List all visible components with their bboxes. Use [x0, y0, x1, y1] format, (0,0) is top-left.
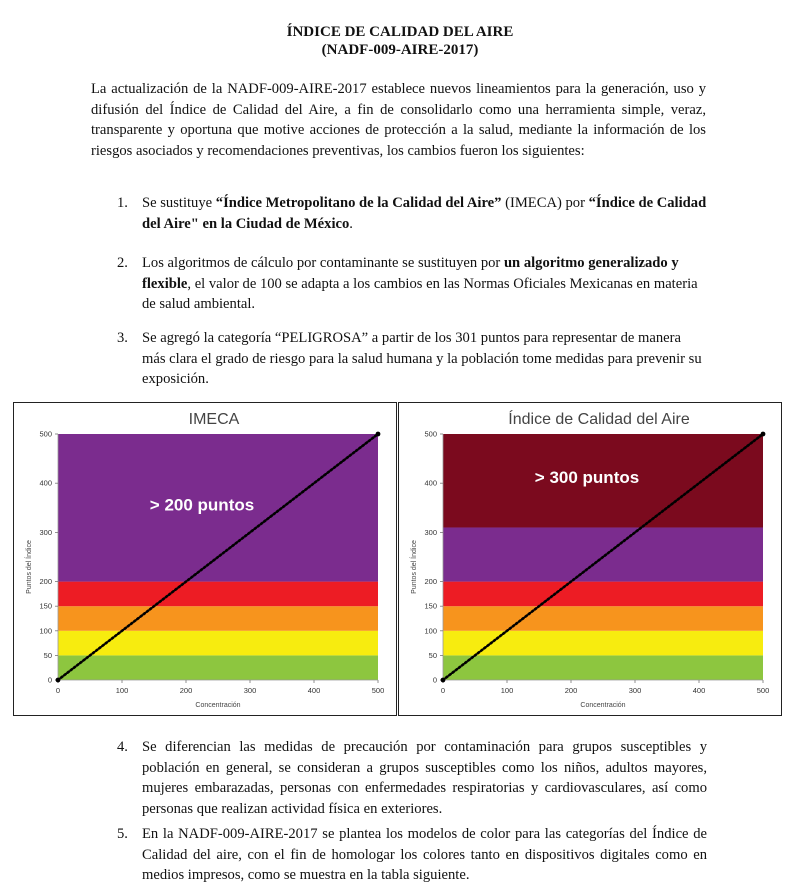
list-item-text — [142, 193, 707, 234]
x-tick-label: 500 — [371, 686, 385, 695]
document-subtitle: (NADF-009-AIRE-2017) — [321, 42, 479, 58]
x-tick-label: 0 — [440, 686, 446, 695]
list-item-text — [142, 824, 707, 886]
text-run: Los algoritmos de cálculo por contaminante se sustituyen por — [142, 255, 504, 271]
y-tick-label: 200 — [39, 577, 52, 587]
list-item-text — [142, 737, 707, 819]
list-item-number: 1. — [117, 195, 128, 211]
category-band-2 — [58, 606, 378, 631]
line-endpoint-marker — [441, 678, 446, 683]
x-tick-label: 200 — [564, 686, 578, 695]
x-tick-label: 100 — [500, 686, 514, 695]
line-endpoint-marker — [376, 432, 381, 437]
chart-title: Índice de Calidad del Aire — [508, 411, 690, 428]
y-tick-label: 50 — [428, 650, 437, 660]
text-run: En la NADF-009-AIRE-2017 se plantea los modelos de color para las categorías del Índice de Calidad del aire, con el fin de homologar los colores tanto en dispositivos digitales como en medios impresos, como se muestra en la tabla siguiente. — [142, 826, 707, 884]
text-run: , el valor de 100 se adapta a los cambios en las Normas Oficiales Mexicanas en materia de salud ambiental. — [142, 275, 698, 313]
chart-title: IMECA — [188, 411, 240, 428]
y-tick-label: 0 — [432, 675, 437, 685]
x-tick-label: 300 — [628, 686, 642, 695]
y-tick-label: 100 — [424, 626, 437, 636]
imeca-chart-svg — [14, 403, 398, 717]
y-tick-label: 500 — [39, 429, 52, 439]
document-title: ÍNDICE DE CALIDAD DEL AIRE — [286, 24, 514, 40]
x-axis-label: Concentración — [195, 702, 241, 709]
list-item-number: 4. — [117, 739, 128, 755]
category-band-4 — [443, 527, 763, 581]
band-annotation: > 300 puntos — [534, 468, 640, 488]
list-item-number: 5. — [117, 826, 128, 842]
text-run: . — [349, 215, 353, 232]
bold-text-run: “Índice Metropolitano de la Calidad del Aire” — [215, 195, 502, 211]
x-tick-label: 400 — [307, 686, 321, 695]
y-axis-label: Puntos del Índice — [26, 540, 33, 594]
y-tick-label: 300 — [424, 527, 437, 537]
indice-calidad-aire-chart — [398, 402, 782, 716]
category-band-0 — [58, 655, 378, 680]
x-tick-label: 500 — [756, 686, 770, 695]
band-annotation: > 200 puntos — [149, 495, 255, 515]
y-tick-label: 100 — [39, 626, 52, 636]
list-item-number: 2. — [117, 255, 128, 271]
list-item-number: 3. — [117, 330, 128, 346]
indice-chart-svg — [399, 403, 783, 717]
intro-paragraph: La actualización de la NADF-009-AIRE-2017 establece nuevos lineamientos para la generación, uso y difusión del Índice de Calidad del Aire, a fin de consolidarlo como una herramienta simple, veraz, transparente y oportuna que motive acciones de protección a la salud, mediante la información de los riesgos asociados y recomendaciones preventivas, los cambios fueron los siguientes: — [91, 81, 706, 159]
text-run: Se agregó la categoría “PELIGROSA” a partir de los 301 puntos para representar de manera más clara el grado de riesgo para la salud humana y la población tome medidas para prevenir su exposición. — [142, 330, 702, 388]
line-endpoint-marker — [56, 678, 61, 683]
bold-text-run: un algoritmo generalizado y flexible — [142, 255, 679, 292]
list-item-text — [142, 328, 707, 390]
y-tick-label: 0 — [47, 675, 52, 685]
category-band-3 — [58, 582, 378, 607]
y-tick-label: 400 — [424, 478, 437, 488]
y-tick-label: 150 — [39, 601, 52, 611]
y-tick-label: 200 — [424, 577, 437, 587]
y-tick-label: 50 — [43, 650, 52, 660]
category-band-0 — [443, 655, 763, 680]
y-tick-label: 150 — [424, 601, 437, 611]
list-item-text — [142, 253, 707, 315]
y-tick-label: 500 — [424, 429, 437, 439]
y-axis-label: Puntos del Índice — [411, 540, 418, 594]
bold-text-run: “Índice de Calidad del Aire" en la Ciudad de México — [142, 195, 707, 232]
y-tick-label: 300 — [39, 527, 52, 537]
line-endpoint-marker — [761, 432, 766, 437]
x-tick-label: 300 — [243, 686, 257, 695]
category-band-3 — [443, 582, 763, 607]
x-axis-label: Concentración — [580, 702, 626, 709]
x-tick-label: 100 — [115, 686, 129, 695]
x-tick-label: 200 — [179, 686, 193, 695]
x-tick-label: 400 — [692, 686, 706, 695]
category-band-2 — [443, 606, 763, 631]
y-tick-label: 400 — [39, 478, 52, 488]
text-run: Se diferencian las medidas de precaución por contaminación para grupos susceptibles y población en general, se consideran a grupos susceptibles como los niños, adultos mayores, mujeres embarazadas, personas con enfermedades respiratorias y cardiovasculares, así como personas que realizan actividad física en exteriores. — [142, 739, 707, 817]
text-run: Se sustituye — [142, 195, 216, 211]
x-tick-label: 0 — [55, 686, 61, 695]
text-run: (IMECA) por — [501, 195, 589, 211]
imeca-chart — [13, 402, 397, 716]
